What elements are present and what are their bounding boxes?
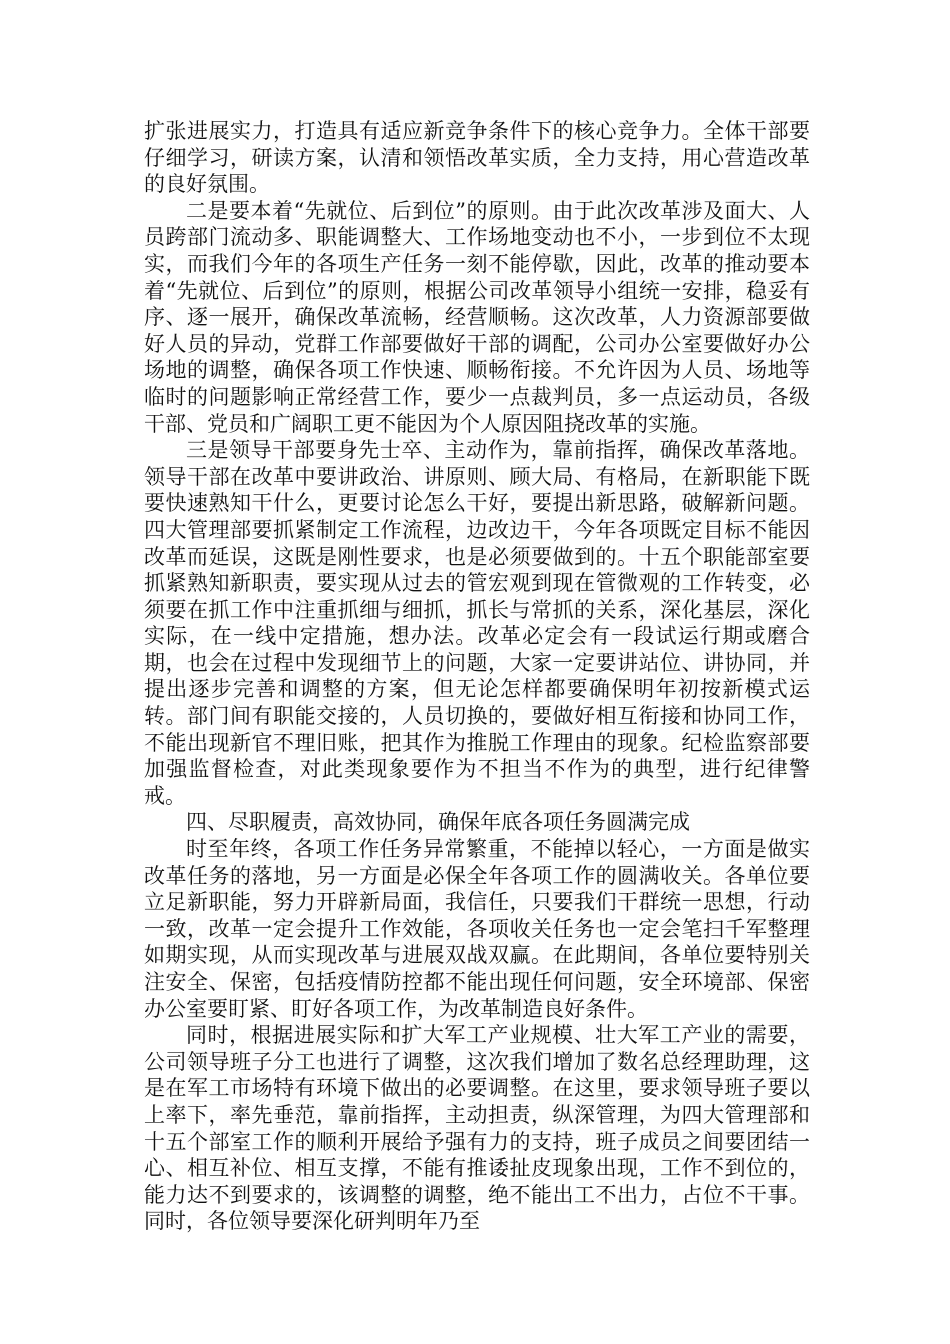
paragraph-1: 扩张进展实力，打造具有适应新竞争条件下的核心竞争力。全体干部要仔细学习，研读方案，认清和领悟改革实质，全力支持，用心营造改革的良好氛围。 <box>144 119 810 197</box>
section-heading-4: 四、尽职履责，高效协同，确保年底各项任务圆满完成 <box>186 810 690 835</box>
document-page <box>144 118 810 1235</box>
paragraph-6: 同时，根据进展实际和扩大军工产业规模、壮大军工产业的需要，公司领导班子分工也进行了调整，这次我们增加了数名总经理助理，这是在军工市场特有环境下做出的必要调整。在这里，要求领导班子要以上率下，率先垂范，靠前指挥，主动担责，纵深管理，为四大管理部和十五个部室工作的顺利开展给予强有力的支持，班子成员之间要团结一心、相互补位、相互支撑，不能有推诿扯皮现象出现，工作不到位的，能力达不到要求的，该调整的调整，绝不能出工不出力，占位不干事。同时，各位领导要深化研判明年乃至 <box>144 1023 810 1234</box>
paragraph-5: 时至年终，各项工作任务异常繁重，不能掉以轻心，一方面是做实改革任务的落地，另一方面是必保全年各项工作的圆满收关。各单位要立足新职能，努力开辟新局面，我信任，只要我们干群统一思想，行动一致，改革一定会提升工作效能，各项收关任务也一定会笔扫千军整理如期实现，从而实现改革与进展双战双赢。在此期间，各单位要特别关注安全、保密，包括疫情防控都不能出现任何问题，安全环境部、保密办公室要盯紧、盯好各项工作，为改革制造良好条件。 <box>144 837 810 1021</box>
paragraph-2: 二是要本着“先就位、后到位”的原则。由于此次改革涉及面大、人员跨部门流动多、职能调整大、工作场地变动也不小，一步到位不太现实，而我们今年的各项生产任务一刻不能停歇，因此，改革的推动要本着“先就位、后到位”的原则，根据公司改革领导小组统一安排，稳妥有序、逐一展开，确保改革流畅，经营顺畅。这次改革，人力资源部要做好人员的异动，党群工作部要做好干部的调配，公司办公室要做好办公场地的调整，确保各项工作快速、顺畅衔接。不允许因为人员、场地等临时的问题影响正常经营工作，要少一点裁判员，多一点运动员，各级干部、党员和广阔职工更不能因为个人原因阻挠改革的实施。 <box>144 198 810 436</box>
paragraph-3: 三是领导干部要身先士卒、主动作为，靠前指挥，确保改革落地。领导干部在改革中要讲政治、讲原则、顾大局、有格局，在新职能下既要快速熟知干什么，更要讨论怎么干好，要提出新思路，破解新问题。四大管理部要抓紧制定工作流程，边改边干，今年各项既定目标不能因改革而延误，这既是刚性要求，也是必须要做到的。十五个职能部室要抓紧熟知新职责，要实现从过去的管宏观到现在管微观的工作转变，必须要在抓工作中注重抓细与细抓，抓长与常抓的关系，深化基层，深化实际，在一线中定措施，想办法。改革必定会有一段试运行期或磨合期，也会在过程中发现细节上的问题，大家一定要讲站位、讲协同，并提出逐步完善和调整的方案，但无论怎样都要确保明年初按新模式运转。部门间有职能交接的，人员切换的，要做好相互衔接和协同工作，不能出现新官不理旧账，把其作为推脱工作理由的现象。纪检监察部要加强监督检查，对此类现象要作为不担当不作为的典型，进行纪律警戒。 <box>144 438 810 808</box>
